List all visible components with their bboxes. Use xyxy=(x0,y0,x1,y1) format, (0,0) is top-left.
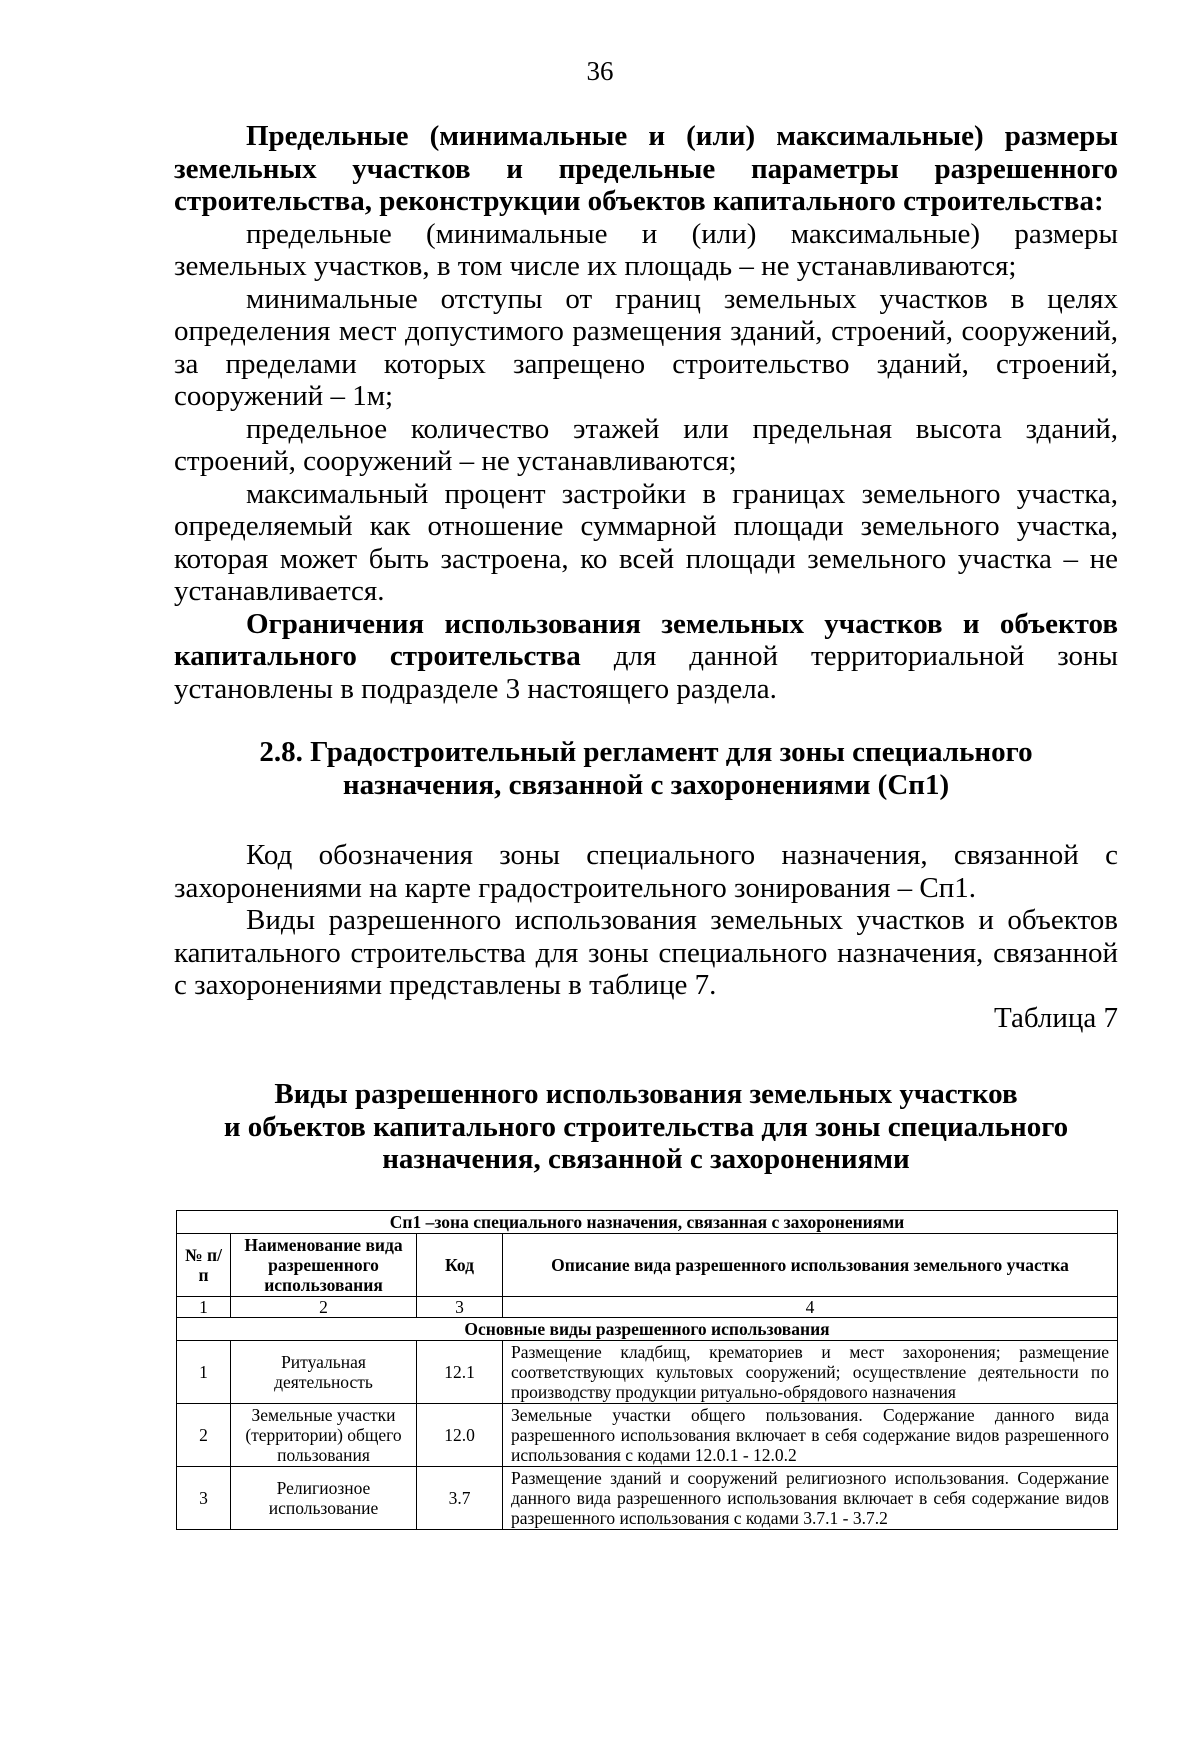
row-name-cell: Ритуальная деятельность xyxy=(231,1341,417,1404)
column-number-cell: 2 xyxy=(231,1297,417,1318)
document-body xyxy=(174,120,1118,1176)
restrictions-bold-text: Ограничения использования земельных участков и объектов капитального строительства xyxy=(174,607,1118,672)
limits-heading: Предельные (минимальные и (или) максимальные) размеры земельных участков и предельные параметры разрешенного строительства, реконструкции объектов капитального строительства: xyxy=(174,120,1118,217)
column-header-name: Наименование вида разрешенного использования xyxy=(231,1234,417,1297)
uses-paragraph: Виды разрешенного использования земельных участков и объектов капитального строительства для зоны специального назначения, связанной с захоронениями представлены в таблице 7. xyxy=(174,904,1118,1001)
table-label: Таблица 7 xyxy=(993,1001,1118,1034)
limit-paragraph-floors: предельное количество этажей или предельная высота зданий, строений, сооружений – не устанавливаются; xyxy=(174,412,1118,477)
row-description-cell: Размещение зданий и сооружений религиозного использования. Содержание данного вида разрешенного использования включает в себя содержание видов разрешенного использования с кодами 3.7.1 - 3.7.2 xyxy=(503,1467,1118,1530)
column-header-code: Код xyxy=(417,1234,503,1297)
section-title-line-1: 2.8. Градостроительный регламент для зоны специального xyxy=(259,736,1033,768)
table-column-header-row xyxy=(177,1234,1118,1297)
table-group-header-row xyxy=(177,1318,1118,1341)
table-title-line-3: назначения, связанной с захоронениями xyxy=(382,1143,910,1175)
limit-paragraph-setbacks: минимальные отступы от границ земельных участков в целях определения мест допустимого размещения зданий, строений, сооружений, за пределами которых запрещено строительство зданий, строений, сооружений – 1м; xyxy=(174,282,1118,412)
table-column-number-row xyxy=(177,1297,1118,1318)
row-code-cell: 12.0 xyxy=(417,1404,503,1467)
row-description-cell: Размещение кладбищ, крематориев и мест захоронения; размещение соответствующих культовых сооружений; осуществление деятельности по производству продукции ритуально-обрядового назначения xyxy=(503,1341,1118,1404)
row-code-cell: 3.7 xyxy=(417,1467,503,1530)
group-header-cell: Основные виды разрешенного использования xyxy=(177,1318,1118,1341)
zone-code-paragraph: Код обозначения зоны специального назначения, связанной с захоронениями на карте градостроительного зонирования – Сп1. xyxy=(174,839,1118,904)
row-code-cell: 12.1 xyxy=(417,1341,503,1404)
zone-header-cell: Сп1 –зона специального назначения, связанная с захоронениями xyxy=(177,1211,1118,1234)
row-number-cell: 3 xyxy=(177,1467,231,1530)
row-name-cell: Земельные участки (территории) общего пользования xyxy=(231,1404,417,1467)
limit-paragraph-plot-sizes: предельные (минимальные и (или) максимальные) размеры земельных участков, в том числе их площадь – не устанавливаются; xyxy=(174,217,1118,282)
row-number-cell: 2 xyxy=(177,1404,231,1467)
row-name-cell: Религиозное использование xyxy=(231,1467,417,1530)
restrictions-paragraph xyxy=(174,608,1118,706)
permitted-uses-table xyxy=(176,1210,1118,1530)
column-number-cell: 1 xyxy=(177,1297,231,1318)
table-row xyxy=(177,1467,1118,1530)
section-title-line-2: назначения, связанной с захоронениями (Сп1) xyxy=(342,768,950,801)
table-row xyxy=(177,1404,1118,1467)
column-number-cell: 4 xyxy=(503,1297,1118,1318)
column-number-cell: 3 xyxy=(417,1297,503,1318)
table-title-line-2: и объектов капитального строительства для зоны специального xyxy=(223,1110,1069,1143)
table-zone-header-row xyxy=(177,1211,1118,1234)
table-title-line-1: Виды разрешенного использования земельных участков xyxy=(274,1078,1018,1110)
column-header-number: № п/п xyxy=(177,1234,231,1297)
row-description-cell: Земельные участки общего пользования. Содержание данного вида разрешенного использования включает в себя содержание видов разрешенного использования с кодами 12.0.1 - 12.0.2 xyxy=(503,1404,1118,1467)
limit-paragraph-coverage: максимальный процент застройки в границах земельного участка, определяемый как отношение суммарной площади земельного участка, которая может быть застроена, ко всей площади земельного участка – не устанавливается. xyxy=(174,477,1118,607)
section-title xyxy=(174,736,1118,801)
table-row xyxy=(177,1341,1118,1404)
page-number: 36 xyxy=(586,56,614,86)
column-header-description: Описание вида разрешенного использования земельного участка xyxy=(503,1234,1118,1297)
restrictions-text: для данной территориальной зоны установлены в подразделе 3 настоящего раздела. xyxy=(174,640,1118,705)
table-title xyxy=(174,1078,1118,1176)
row-number-cell: 1 xyxy=(177,1341,231,1404)
